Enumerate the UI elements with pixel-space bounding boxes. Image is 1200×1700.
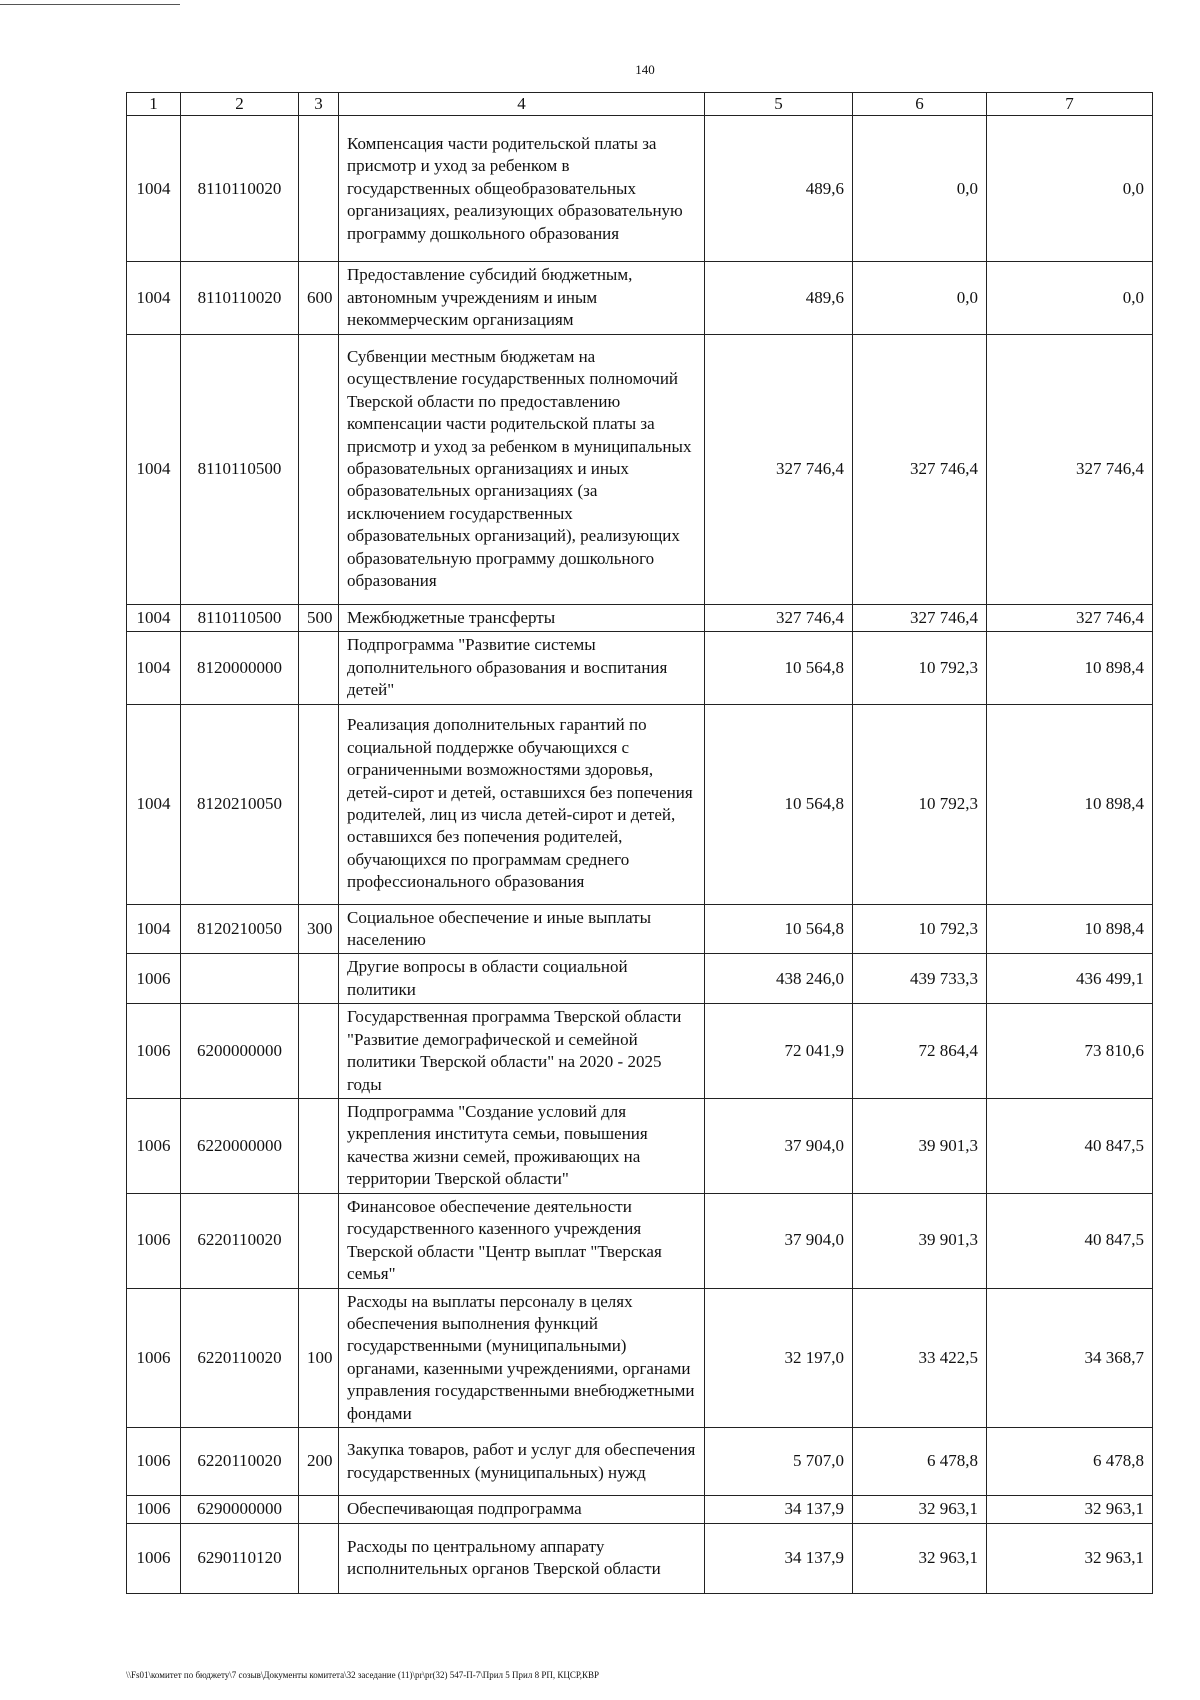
amount-col7-cell: 73 810,6 xyxy=(987,1004,1153,1099)
amount-col7-cell: 40 847,5 xyxy=(987,1099,1153,1194)
table-row xyxy=(127,116,1153,262)
scan-edge-line xyxy=(0,4,180,5)
expense-type-cell xyxy=(299,1496,339,1523)
header-row xyxy=(127,93,1153,116)
column-header: 4 xyxy=(339,93,705,116)
amount-col7-cell: 327 746,4 xyxy=(987,604,1153,631)
description-cell: Субвенции местным бюджетам на осуществление государственных полномочий Тверской области по предоставлению компенсации части родительской платы за присмотр и уход за ребенком в муниципальных образовательных организациях и иных образовательных организациях (за исключением государственных образовательных организаций), реализующих образовательную программу дошкольного образования xyxy=(339,334,705,604)
target-article-cell: 6220110020 xyxy=(181,1428,299,1496)
section-code-cell: 1006 xyxy=(127,954,181,1004)
table-row xyxy=(127,1099,1153,1194)
section-code-cell: 1006 xyxy=(127,1496,181,1523)
amount-col6-cell: 32 963,1 xyxy=(853,1496,987,1523)
amount-col5-cell: 37 904,0 xyxy=(705,1099,853,1194)
amount-col6-cell: 39 901,3 xyxy=(853,1193,987,1288)
amount-col7-cell: 10 898,4 xyxy=(987,904,1153,954)
amount-col5-cell: 327 746,4 xyxy=(705,334,853,604)
amount-col5-cell: 327 746,4 xyxy=(705,604,853,631)
target-article-cell: 8120210050 xyxy=(181,904,299,954)
amount-col5-cell: 489,6 xyxy=(705,262,853,334)
amount-col6-cell: 327 746,4 xyxy=(853,604,987,631)
description-cell: Обеспечивающая подпрограмма xyxy=(339,1496,705,1523)
amount-col7-cell: 34 368,7 xyxy=(987,1288,1153,1428)
target-article-cell: 8110110020 xyxy=(181,116,299,262)
section-code-cell: 1006 xyxy=(127,1288,181,1428)
amount-col6-cell: 39 901,3 xyxy=(853,1099,987,1194)
amount-col5-cell: 10 564,8 xyxy=(705,904,853,954)
amount-col5-cell: 34 137,9 xyxy=(705,1496,853,1523)
table-row xyxy=(127,334,1153,604)
target-article-cell: 6220110020 xyxy=(181,1288,299,1428)
section-code-cell: 1004 xyxy=(127,116,181,262)
description-cell: Закупка товаров, работ и услуг для обеспечения государственных (муниципальных) нужд xyxy=(339,1428,705,1496)
section-code-cell: 1006 xyxy=(127,1428,181,1496)
expense-type-cell xyxy=(299,954,339,1004)
expense-type-cell xyxy=(299,334,339,604)
amount-col6-cell: 327 746,4 xyxy=(853,334,987,604)
budget-table xyxy=(126,92,1153,1594)
target-article-cell xyxy=(181,954,299,1004)
column-header: 1 xyxy=(127,93,181,116)
table-row xyxy=(127,1193,1153,1288)
table-row xyxy=(127,704,1153,904)
description-cell: Предоставление субсидий бюджетным, автономным учреждениям и иным некоммерческим организациям xyxy=(339,262,705,334)
section-code-cell: 1004 xyxy=(127,904,181,954)
page-number: 140 xyxy=(635,62,655,77)
target-article-cell: 6290110120 xyxy=(181,1523,299,1593)
section-code-cell: 1004 xyxy=(127,604,181,631)
table-row xyxy=(127,1523,1153,1593)
target-article-cell: 6220000000 xyxy=(181,1099,299,1194)
amount-col6-cell: 10 792,3 xyxy=(853,904,987,954)
section-code-cell: 1006 xyxy=(127,1193,181,1288)
amount-col5-cell: 10 564,8 xyxy=(705,704,853,904)
description-cell: Реализация дополнительных гарантий по социальной поддержке обучающихся с ограниченными возможностями здоровья, детей-сирот и детей, оставшихся без попечения родителей, лиц из числа детей-сирот и детей, оставшихся без попечения родителей, обучающихся по программам среднего профессионального образования xyxy=(339,704,705,904)
section-code-cell: 1004 xyxy=(127,632,181,704)
amount-col5-cell: 34 137,9 xyxy=(705,1523,853,1593)
target-article-cell: 8120210050 xyxy=(181,704,299,904)
description-cell: Компенсация части родительской платы за присмотр и уход за ребенком в государственных общеобразовательных организациях, реализующих образовательную программу дошкольного образования xyxy=(339,116,705,262)
amount-col5-cell: 5 707,0 xyxy=(705,1428,853,1496)
description-cell: Подпрограмма "Создание условий для укрепления института семьи, повышения качества жизни семей, проживающих на территории Тверской области" xyxy=(339,1099,705,1194)
amount-col6-cell: 0,0 xyxy=(853,262,987,334)
expense-type-cell xyxy=(299,1523,339,1593)
amount-col7-cell: 327 746,4 xyxy=(987,334,1153,604)
amount-col7-cell: 10 898,4 xyxy=(987,632,1153,704)
expense-type-cell: 300 xyxy=(299,904,339,954)
amount-col5-cell: 37 904,0 xyxy=(705,1193,853,1288)
amount-col7-cell: 436 499,1 xyxy=(987,954,1153,1004)
amount-col5-cell: 10 564,8 xyxy=(705,632,853,704)
amount-col6-cell: 439 733,3 xyxy=(853,954,987,1004)
amount-col5-cell: 438 246,0 xyxy=(705,954,853,1004)
expense-type-cell xyxy=(299,1099,339,1194)
amount-col5-cell: 32 197,0 xyxy=(705,1288,853,1428)
amount-col7-cell: 0,0 xyxy=(987,262,1153,334)
section-code-cell: 1006 xyxy=(127,1099,181,1194)
section-code-cell: 1004 xyxy=(127,262,181,334)
amount-col7-cell: 0,0 xyxy=(987,116,1153,262)
column-header: 6 xyxy=(853,93,987,116)
amount-col5-cell: 489,6 xyxy=(705,116,853,262)
expense-type-cell xyxy=(299,1193,339,1288)
description-cell: Финансовое обеспечение деятельности государственного казенного учреждения Тверской области "Центр выплат "Тверская семья" xyxy=(339,1193,705,1288)
amount-col5-cell: 72 041,9 xyxy=(705,1004,853,1099)
expense-type-cell xyxy=(299,632,339,704)
expense-type-cell: 200 xyxy=(299,1428,339,1496)
section-code-cell: 1004 xyxy=(127,704,181,904)
description-cell: Расходы по центральному аппарату исполнительных органов Тверской области xyxy=(339,1523,705,1593)
column-header: 7 xyxy=(987,93,1153,116)
target-article-cell: 8110110500 xyxy=(181,334,299,604)
table-row xyxy=(127,604,1153,631)
table-row xyxy=(127,262,1153,334)
target-article-cell: 8110110020 xyxy=(181,262,299,334)
file-path-footer: \\Fs01\комитет по бюджету\7 созыв\Документы комитета\32 заседание (11)\pr\pr(32) 547-П-7\Прил 5 Прил 8 РП, КЦСР,КВР xyxy=(126,1670,599,1680)
column-header: 5 xyxy=(705,93,853,116)
table-row xyxy=(127,1288,1153,1428)
description-cell: Социальное обеспечение и иные выплаты населению xyxy=(339,904,705,954)
amount-col6-cell: 72 864,4 xyxy=(853,1004,987,1099)
table-row xyxy=(127,1496,1153,1523)
amount-col7-cell: 32 963,1 xyxy=(987,1523,1153,1593)
expense-type-cell xyxy=(299,1004,339,1099)
section-code-cell: 1004 xyxy=(127,334,181,604)
amount-col7-cell: 6 478,8 xyxy=(987,1428,1153,1496)
amount-col7-cell: 40 847,5 xyxy=(987,1193,1153,1288)
expense-type-cell xyxy=(299,116,339,262)
description-cell: Межбюджетные трансферты xyxy=(339,604,705,631)
target-article-cell: 6290000000 xyxy=(181,1496,299,1523)
expense-type-cell xyxy=(299,704,339,904)
table-row xyxy=(127,954,1153,1004)
target-article-cell: 6200000000 xyxy=(181,1004,299,1099)
description-cell: Государственная программа Тверской области "Развитие демографической и семейной политики Тверской области" на 2020 - 2025 годы xyxy=(339,1004,705,1099)
expense-type-cell: 600 xyxy=(299,262,339,334)
table-row xyxy=(127,632,1153,704)
table-row xyxy=(127,1428,1153,1496)
description-cell: Другие вопросы в области социальной политики xyxy=(339,954,705,1004)
column-header: 3 xyxy=(299,93,339,116)
table-row xyxy=(127,904,1153,954)
amount-col6-cell: 0,0 xyxy=(853,116,987,262)
amount-col6-cell: 6 478,8 xyxy=(853,1428,987,1496)
amount-col6-cell: 10 792,3 xyxy=(853,704,987,904)
section-code-cell: 1006 xyxy=(127,1004,181,1099)
amount-col6-cell: 10 792,3 xyxy=(853,632,987,704)
amount-col7-cell: 10 898,4 xyxy=(987,704,1153,904)
description-cell: Расходы на выплаты персоналу в целях обеспечения выполнения функций государственными (муниципальными) органами, казенными учреждениями, органами управления государственными внебюджетными фондами xyxy=(339,1288,705,1428)
amount-col7-cell: 32 963,1 xyxy=(987,1496,1153,1523)
expense-type-cell: 100 xyxy=(299,1288,339,1428)
table-row xyxy=(127,1004,1153,1099)
amount-col6-cell: 33 422,5 xyxy=(853,1288,987,1428)
target-article-cell: 8110110500 xyxy=(181,604,299,631)
target-article-cell: 6220110020 xyxy=(181,1193,299,1288)
expense-type-cell: 500 xyxy=(299,604,339,631)
section-code-cell: 1006 xyxy=(127,1523,181,1593)
column-header: 2 xyxy=(181,93,299,116)
description-cell: Подпрограмма "Развитие системы дополнительного образования и воспитания детей" xyxy=(339,632,705,704)
amount-col6-cell: 32 963,1 xyxy=(853,1523,987,1593)
target-article-cell: 8120000000 xyxy=(181,632,299,704)
